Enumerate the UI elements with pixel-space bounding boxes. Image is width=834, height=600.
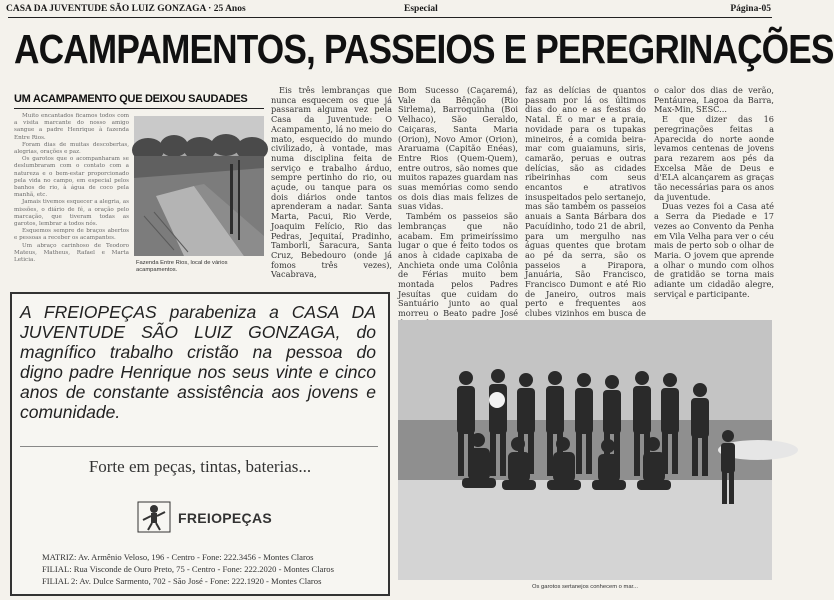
subhead-rule — [14, 108, 264, 109]
photo-farm-caption: Fazenda Entre Rios, local de vários acampamentos. — [136, 260, 228, 273]
article-column-4 — [525, 85, 646, 319]
mechanic-figure-icon — [134, 498, 174, 536]
page-header — [4, 2, 775, 16]
article-paragraph: Os garotos que o acompanharam se deslumbraram com o contato com a natureza e o bem-estar proporcionado pela vida no campo, em especial pelos banhos de rio, à água de coco pela manhã, etc. — [14, 156, 129, 199]
article-column-1 — [14, 113, 129, 283]
ad-address-line: MATRIZ: Av. Armênio Veloso, 196 - Centro - Fone: 222.3456 - Montes Claros — [42, 552, 314, 562]
ad-divider — [20, 446, 378, 447]
article-paragraph: o calor dos dias de verão, Pentáurea, Lagoa da Barra, Max-Min, SESC... — [654, 85, 774, 115]
article-paragraph: Também os passeios são lembranças que não acabam. Em primeiríssimo lugar o que é feito todos os anos à cidade capixaba de Anchieta onde uma Colônia de Férias muito bem montada pelos Padres Jesuítas que cuidam do Santuário junto ao qual morreu o Beato padre José — [398, 211, 518, 319]
article-paragraph: Eis três lembranças que nunca esquecem os que já passaram alguma vez pela Casa da Juventude: O Acampamento, lá no meio do mato, esquecido do mundo civilizado, à vontade, mas numa disciplina feita de serviço e trabalho árduo, sempre pertinho do rio, ou açude, ou tanque para os dois diários onde tantos aprenderam a nadar. Santa Marta, Pacui, Rio Verde, Joaquim Felício, Rio das Pedras, Jequitaí, Pradinho, Tamborli, Saracura, Santa Cruz, Bebedouro (onde já fomos três vezes), Vacabrava, — [271, 85, 392, 280]
article-paragraph: Duas vezes foi a Casa até a Serra da Piedade e 17 vezes ao Convento da Penha em Vila Velha para ver o céu mais de perto sob o olhar de Maria. O jovem que aprende a olhar o mundo com olhos de gratidão se torna mais adiante um cidadão alegre, serviçal e participante. — [654, 201, 774, 299]
advertisement-box — [10, 292, 390, 596]
photo-beach-caption: Os garotos sertanejos conhecem o mar... — [531, 584, 638, 590]
article-paragraph: Muito encantados ficamos todos com a visita marcante do nosso amigo sangue a padre Henrique à fazenda Entre Rios. — [14, 113, 129, 141]
ad-address-line: FILIAL: Rua Visconde de Ouro Preto, 75 - Centro - Fone: 222.2020 - Montes Claros — [42, 564, 334, 574]
header-publication: CASA DA JUVENTUDE SÃO LUIZ GONZAGA · 25 Anos — [6, 4, 246, 14]
article-column-2 — [271, 86, 392, 286]
ad-address-line: FILIAL 2: Av. Dulce Sarmento, 702 - São José - Fone: 222.1920 - Montes Claros — [42, 576, 322, 586]
article-paragraph: faz as delícias de quantos passam por lá os últimos dias do ano e as festas do Natal. É o mar e a praia, novidade para os tupakas mineiros, é a comida beira-mar com guaiamuns, siris, camarão, peruas e outras delícias, são as cidades ribeirinhas com seus encantos e atrativos insuspeitados pelo sertanejo, mas são também os passeios anuais a Santa Bárbara dos Pacuídinho, todo 21 de abril, para um mergulho nas águas quentes que brotam ao pé da serra, são os passeios a Pirapora, Januária, São Francisco, Francisco Dumont e até Rio de Janeiro, outros mais perto e frequentes aos clubes vizinhos em busca de — [525, 85, 646, 319]
photo-beach-group — [398, 320, 772, 580]
logo-wordmark: FREIOPEÇAS — [178, 510, 273, 526]
company-logo — [134, 498, 273, 536]
photo-farm — [134, 116, 264, 256]
farm-landscape-illustration — [134, 116, 264, 256]
article-paragraph: Bom Sucesso (Caçaremá), Vale da Bênção (Rio Sirlema), Barroquinha (Boi Velhaco), São Geraldo, Caiçaras, Santa Maria (Orion), Novo Amor (Orion), Araruama (Capitão Enéas), Entre Rios (Quem-Quem), entre outros, são nomes que muitos rapazes guardam nas suas memórias como sendo os dois dias mais felizes de suas vidas. — [398, 85, 518, 212]
article-column-3 — [398, 85, 518, 319]
article-paragraph: E que dizer das 16 peregrinações feitas a Aparecida do norte aonde levamos centenas de jovens para rezarem aos pés da Excelsa Mãe de Deus e d'ELA alcançarem as graças tão necessárias para os anos da juventude. — [654, 114, 774, 202]
header-page-number: Página-05 — [730, 4, 771, 14]
header-section: Especial — [404, 4, 438, 14]
ad-slogan: Forte em peças, tintas, baterias... — [88, 457, 312, 476]
article-paragraph: Um abraço carinhoso de Teodoro Mateus, Matheus, Rafael e Marta Leticia. — [14, 242, 129, 264]
article-subhead: UM ACAMPAMENTO QUE DEIXOU SAUDADES — [14, 93, 248, 105]
article-column-5 — [654, 86, 774, 316]
ad-message: A FREIOPEÇAS parabeniza a CASA DA JUVENTUDE SÃO LUIZ GONZAGA, do magnífico trabalho cristão na pessoa do digno padre Henrique nos seus vinte e cinco anos de constante assistência aos jovens e comunidade. — [20, 302, 376, 422]
article-paragraph: Esquemos sempre de braços abertos e pessoas a receber os acampantes. — [14, 228, 129, 242]
beach-group-illustration — [398, 320, 772, 580]
article-paragraph: Jamais tivemos esquecer a alegria, as missões, o diário de fé, a oração pelo marcação, que tiveram todas as garotos, lembrar a todos nós. — [14, 199, 129, 228]
page-headline: ACAMPAMENTOS, PASSEIOS E PEREGRINAÇÕES — [14, 26, 834, 72]
header-rule — [8, 17, 772, 18]
article-paragraph: Foram dias de muitas descobertas, alegrias, orações e paz. — [14, 141, 129, 156]
